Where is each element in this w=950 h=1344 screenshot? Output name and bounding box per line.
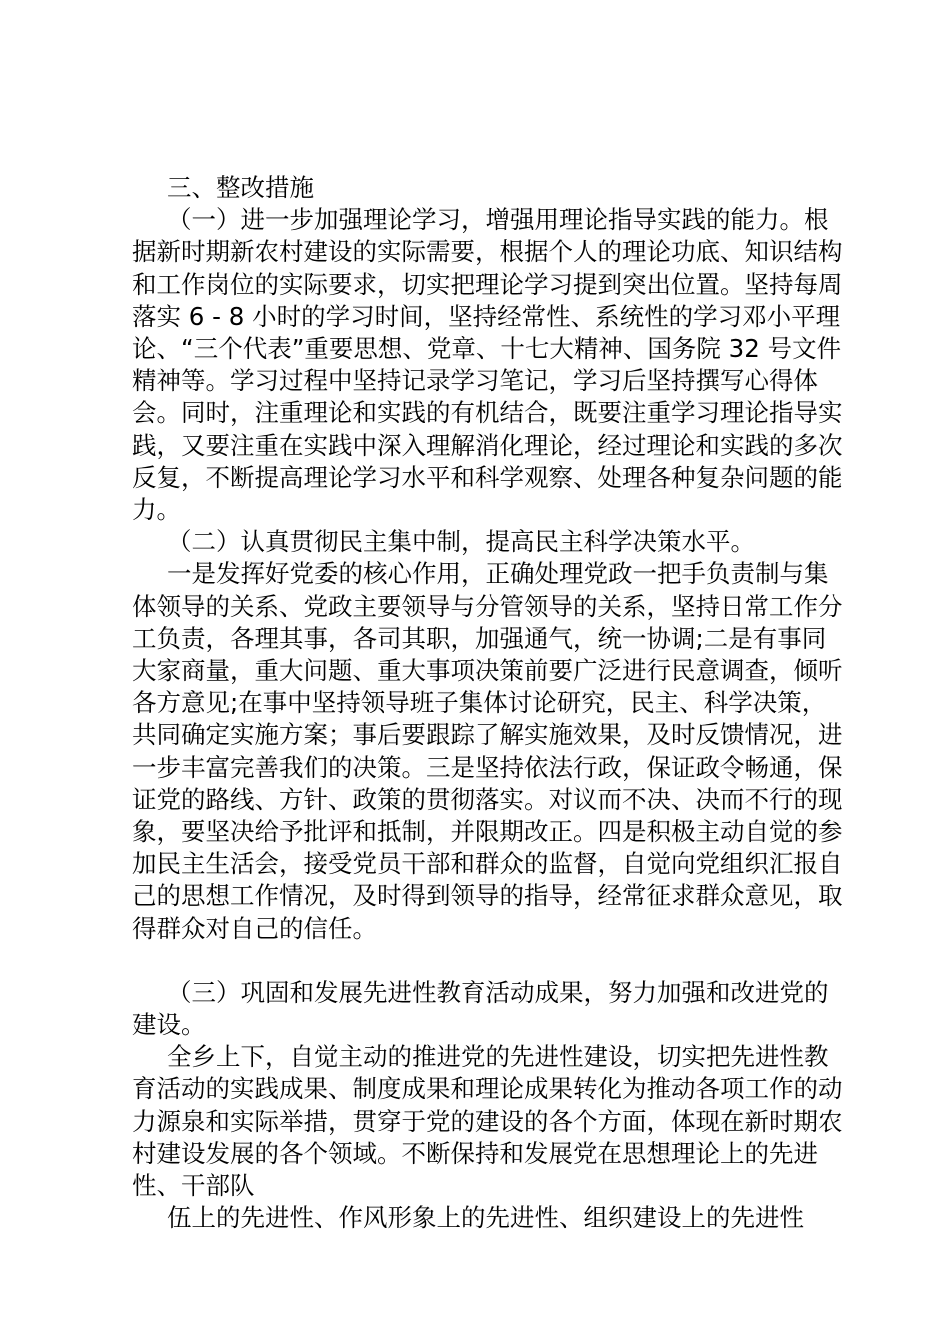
section-heading: 三、整改措施 <box>167 173 314 202</box>
subheading-party-building: （三）巩固和发展先进性教育活动成果，努力加强和改进党的建设。 <box>132 977 829 1040</box>
paragraph-spacer <box>132 945 844 977</box>
paragraph-theory-study: （一）进一步加强理论学习，增强用理论指导实践的能力。根据新时期新农村建设的实际需要，根据个人的理论功底、知识结构和工作岗位的实际要求，切实把理论学习提到突出位置。坚持每周落实 6 - 8 小时的学习时间，坚持经常性、系统性的学习邓小平理论、“三个代表”重要思想、党章、十七大精神、国务院 32 号文件精神等。学习过程中坚持记录学习笔记，学习后坚持撰写心得体会。同时，注重理论和实践的有机结合，既要注重学习理论指导实践，又要注重在实践中深入理解消化理论，经过理论和实践的多次反复，不断提高理论学习水平和科学观察、处理各种复杂问题的能力。 <box>132 205 843 525</box>
document-body <box>132 172 844 1235</box>
paragraph-continuation: 伍上的先进性、作风形象上的先进性、组织建设上的先进性 <box>167 1203 804 1233</box>
subheading-democratic-centralism: （二）认真贯彻民主集中制，提高民主科学决策水平。 <box>167 527 755 557</box>
paragraph-party-building: 全乡上下，自觉主动的推进党的先进性建设，切实把先进性教育活动的实践成果、制度成果和理论成果转化为推动各项工作的动力源泉和实际举措，贯穿于党的建设的各个方面，体现在新时期农村建设发展的各个领域。不断保持和发展党在思想理论上的先进性、干部队 <box>132 1042 843 1201</box>
paragraph-democratic-centralism: 一是发挥好党委的核心作用，正确处理党政一把手负责制与集体领导的关系、党政主要领导与分管领导的关系，坚持日常工作分工负责，各理其事，各司其职，加强通气，统一协调;二是有事同大家商量，重大问题、重大事项决策前要广泛进行民意调查，倾听各方意见;在事中坚持领导班子集体讨论研究，民主、科学决策，共同确定实施方案；事后要跟踪了解实施效果，及时反馈情况，进一步丰富完善我们的决策。三是坚持依法行政，保证政令畅通，保证党的路线、方针、政策的贯彻落实。对议而不决、决而不行的现象，要坚决给予批评和抵制，并限期改正。四是积极主动自觉的参加民主生活会，接受党员干部和群众的监督，自觉向党组织汇报自己的思想工作情况，及时得到领导的指导，经常征求群众意见，取得群众对自己的信任。 <box>132 559 843 943</box>
